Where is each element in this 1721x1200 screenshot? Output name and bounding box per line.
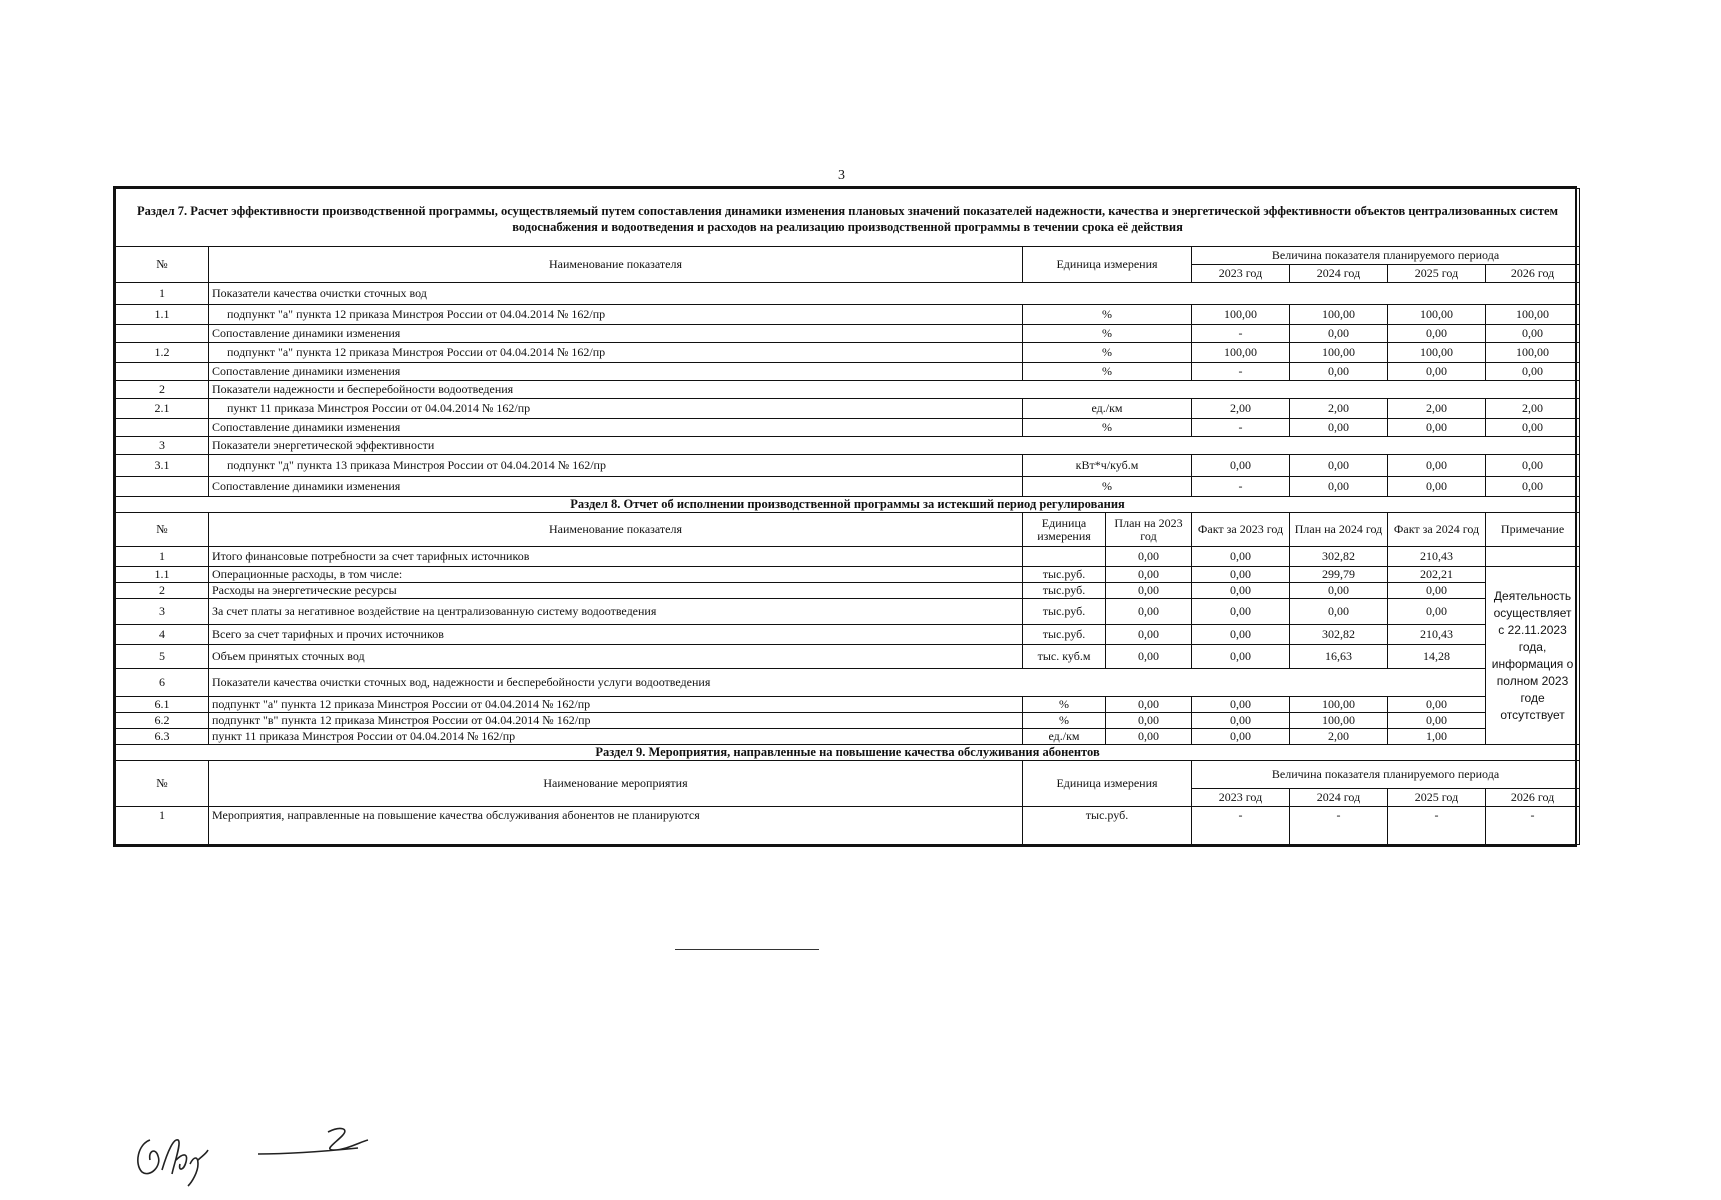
row-number: 2	[116, 381, 209, 399]
row-value: 0,00	[1388, 325, 1486, 343]
row-number: 1.2	[116, 343, 209, 363]
section-8-row	[116, 599, 1580, 625]
col-header-year: 2023 год	[1192, 265, 1290, 283]
section-8-row	[116, 567, 1580, 583]
col-header-no: №	[116, 247, 209, 283]
row-value: 210,43	[1388, 625, 1486, 645]
row-value: 0,00	[1192, 713, 1290, 729]
col-header-no: №	[116, 761, 209, 807]
row-number	[116, 419, 209, 437]
row-number: 2	[116, 583, 209, 599]
row-name: Сопоставление динамики изменения	[209, 325, 1023, 343]
row-name: пункт 11 приказа Минстроя России от 04.04.2014 № 162/пр	[209, 729, 1023, 745]
col-header-year: 2024 год	[1290, 789, 1388, 807]
row-value: -	[1192, 419, 1290, 437]
col-header-year: 2025 год	[1388, 265, 1486, 283]
section-8-row	[116, 645, 1580, 669]
row-value: 210,43	[1388, 547, 1486, 567]
report-frame	[113, 186, 1577, 847]
report-table	[115, 188, 1580, 845]
row-value: 0,00	[1106, 625, 1192, 645]
page-number: 3	[838, 168, 845, 183]
row-value: 0,00	[1106, 697, 1192, 713]
row-value: 2,00	[1192, 399, 1290, 419]
row-name: подпункт "а" пункта 12 приказа Минстроя России от 04.04.2014 № 162/пр	[209, 343, 1023, 363]
section-7-row	[116, 455, 1580, 477]
row-value: 0,00	[1388, 697, 1486, 713]
row-value: 299,79	[1290, 567, 1388, 583]
row-value: 0,00	[1106, 547, 1192, 567]
row-unit: %	[1023, 477, 1192, 497]
row-value: 0,00	[1106, 599, 1192, 625]
section-8-row	[116, 713, 1580, 729]
section-7-header-row	[116, 247, 1580, 265]
section-8-title-row	[116, 497, 1580, 513]
row-value: 0,00	[1290, 477, 1388, 497]
section-7-row	[116, 305, 1580, 325]
row-unit: ед./км	[1023, 399, 1192, 419]
row-value: 0,00	[1192, 547, 1290, 567]
row-value: 0,00	[1388, 455, 1486, 477]
row-value: 302,82	[1290, 625, 1388, 645]
row-number: 6.3	[116, 729, 209, 745]
row-name: Показатели качества очистки сточных вод, надежности и бесперебойности услуги водоотведения	[209, 669, 1486, 697]
row-name: Мероприятия, направленные на повышение качества обслуживания абонентов не планируются	[209, 807, 1023, 845]
section-7-row	[116, 477, 1580, 497]
row-unit: тыс.руб.	[1023, 625, 1106, 645]
row-value: 0,00	[1486, 419, 1580, 437]
col-header-plan-2024: План на 2024 год	[1290, 513, 1388, 547]
row-value: -	[1192, 807, 1290, 845]
note-empty-cell	[1486, 547, 1580, 567]
section-8-row	[116, 547, 1580, 567]
section-7-row	[116, 363, 1580, 381]
col-header-year: 2026 год	[1486, 789, 1580, 807]
section-7-row	[116, 343, 1580, 363]
bottom-rule	[675, 949, 819, 950]
row-value: 0,00	[1290, 599, 1388, 625]
section-9-header-row	[116, 761, 1580, 789]
row-value: 0,00	[1290, 325, 1388, 343]
row-name: подпункт "в" пункта 12 приказа Минстроя России от 04.04.2014 № 162/пр	[209, 713, 1023, 729]
row-value: 0,00	[1290, 363, 1388, 381]
section-8-row	[116, 583, 1580, 599]
section-8-row	[116, 697, 1580, 713]
row-value: 0,00	[1192, 625, 1290, 645]
row-value: 0,00	[1192, 645, 1290, 669]
row-unit	[1023, 547, 1106, 567]
row-value: 0,00	[1290, 455, 1388, 477]
row-number: 1	[116, 547, 209, 567]
row-value: 100,00	[1486, 305, 1580, 325]
col-header-plan-2023: План на 2023 год	[1106, 513, 1192, 547]
section-8-title: Раздел 8. Отчет об исполнении производственной программы за истекший период регулирования	[116, 497, 1580, 513]
row-value: 100,00	[1290, 697, 1388, 713]
row-name: Сопоставление динамики изменения	[209, 419, 1023, 437]
row-value: 0,00	[1106, 645, 1192, 669]
row-unit: %	[1023, 713, 1106, 729]
row-value: 0,00	[1486, 363, 1580, 381]
row-value: 100,00	[1290, 713, 1388, 729]
col-header-note: Примечание	[1486, 513, 1580, 547]
row-name: Сопоставление динамики изменения	[209, 363, 1023, 381]
row-number	[116, 477, 209, 497]
row-unit: тыс. куб.м	[1023, 645, 1106, 669]
row-value: 0,00	[1486, 325, 1580, 343]
row-number: 6.2	[116, 713, 209, 729]
row-number: 5	[116, 645, 209, 669]
row-value: 14,28	[1388, 645, 1486, 669]
row-name: подпункт "д" пункта 13 приказа Минстроя России от 04.04.2014 № 162/пр	[209, 455, 1023, 477]
row-name: Расходы на энергетические ресурсы	[209, 583, 1023, 599]
row-value: 16,63	[1290, 645, 1388, 669]
row-value: -	[1192, 325, 1290, 343]
col-header-fact-2023: Факт за 2023 год	[1192, 513, 1290, 547]
row-value: 0,00	[1192, 697, 1290, 713]
row-value: 0,00	[1192, 729, 1290, 745]
row-value: -	[1388, 807, 1486, 845]
col-header-year: 2026 год	[1486, 265, 1580, 283]
row-number: 4	[116, 625, 209, 645]
row-number: 6	[116, 669, 209, 697]
note-cell: Деятельность осуществляет с 22.11.2023 года, информация о полном 2023 годе отсутствует	[1486, 567, 1580, 745]
row-value: 0,00	[1388, 419, 1486, 437]
row-value: 100,00	[1192, 343, 1290, 363]
col-header-year: 2024 год	[1290, 265, 1388, 283]
row-name: Всего за счет тарифных и прочих источников	[209, 625, 1023, 645]
section-7-row	[116, 437, 1580, 455]
row-number: 1	[116, 283, 209, 305]
section-8-row	[116, 729, 1580, 745]
section-8-row	[116, 625, 1580, 645]
row-value: 100,00	[1486, 343, 1580, 363]
col-header-unit: Единица измерения	[1023, 761, 1192, 807]
col-header-unit: Единица измерения	[1023, 247, 1192, 283]
section-7-row	[116, 283, 1580, 305]
row-value: 100,00	[1388, 305, 1486, 325]
row-unit: тыс.руб.	[1023, 807, 1192, 845]
row-value: 2,00	[1388, 399, 1486, 419]
row-value: 0,00	[1192, 567, 1290, 583]
row-unit: тыс.руб.	[1023, 567, 1106, 583]
row-name: подпункт "а" пункта 12 приказа Минстроя России от 04.04.2014 № 162/пр	[209, 697, 1023, 713]
col-header-period: Величина показателя планируемого периода	[1192, 247, 1580, 265]
section-9-row	[116, 807, 1580, 845]
row-value: 202,21	[1388, 567, 1486, 583]
col-header-no: №	[116, 513, 209, 547]
row-value: 0,00	[1388, 599, 1486, 625]
row-value: -	[1486, 807, 1580, 845]
row-unit: тыс.руб.	[1023, 599, 1106, 625]
row-number	[116, 363, 209, 381]
row-name: За счет платы за негативное воздействие на централизованную систему водоотведения	[209, 599, 1023, 625]
row-value: 2,00	[1486, 399, 1580, 419]
section-7-title: Раздел 7. Расчет эффективности производственной программы, осуществляемый путем сопоставления динамики изменения плановых значений показателей надежности, качества и энергетической эффективности объектов централизованных систем водоснабжения и водоотведения и расходов на реализацию производственной программы в течении срока её действия	[116, 189, 1580, 247]
row-number: 6.1	[116, 697, 209, 713]
row-value: 0,00	[1192, 599, 1290, 625]
row-number: 3.1	[116, 455, 209, 477]
row-number: 1.1	[116, 567, 209, 583]
row-value: -	[1290, 807, 1388, 845]
row-value: 0,00	[1486, 455, 1580, 477]
row-unit: %	[1023, 305, 1192, 325]
row-unit: кВт*ч/куб.м	[1023, 455, 1192, 477]
row-name: Операционные расходы, в том числе:	[209, 567, 1023, 583]
row-name: Сопоставление динамики изменения	[209, 477, 1023, 497]
row-value: 1,00	[1388, 729, 1486, 745]
row-value: 0,00	[1290, 419, 1388, 437]
handwritten-signature	[128, 1120, 388, 1190]
row-value: 0,00	[1388, 583, 1486, 599]
row-name: подпункт "а" пункта 12 приказа Минстроя России от 04.04.2014 № 162/пр	[209, 305, 1023, 325]
row-unit: ед./км	[1023, 729, 1106, 745]
row-value: 302,82	[1290, 547, 1388, 567]
row-value: 0,00	[1388, 363, 1486, 381]
row-value: 100,00	[1290, 343, 1388, 363]
section-7-row	[116, 419, 1580, 437]
row-value: -	[1192, 363, 1290, 381]
row-number: 1.1	[116, 305, 209, 325]
row-unit: %	[1023, 697, 1106, 713]
row-value: 0,00	[1192, 583, 1290, 599]
col-header-period: Величина показателя планируемого периода	[1192, 761, 1580, 789]
row-unit: тыс.руб.	[1023, 583, 1106, 599]
row-value: 2,00	[1290, 729, 1388, 745]
section-7-row	[116, 325, 1580, 343]
row-value: 0,00	[1106, 729, 1192, 745]
row-unit: %	[1023, 343, 1192, 363]
col-header-year: 2023 год	[1192, 789, 1290, 807]
row-number: 1	[116, 807, 209, 845]
row-value: 0,00	[1106, 713, 1192, 729]
section-9-title: Раздел 9. Мероприятия, направленные на повышение качества обслуживания абонентов	[116, 745, 1580, 761]
row-value: 100,00	[1388, 343, 1486, 363]
row-value: 0,00	[1192, 455, 1290, 477]
col-header-name: Наименование показателя	[209, 513, 1023, 547]
col-header-fact-2024: Факт за 2024 год	[1388, 513, 1486, 547]
row-number: 2.1	[116, 399, 209, 419]
col-header-unit: Единица измерения	[1023, 513, 1106, 547]
section-7-row	[116, 381, 1580, 399]
row-value: 100,00	[1192, 305, 1290, 325]
row-name: пункт 11 приказа Минстроя России от 04.04.2014 № 162/пр	[209, 399, 1023, 419]
row-number: 3	[116, 599, 209, 625]
row-unit: %	[1023, 419, 1192, 437]
section-7-row	[116, 399, 1580, 419]
row-unit: %	[1023, 363, 1192, 381]
row-value: 0,00	[1106, 583, 1192, 599]
row-number: 3	[116, 437, 209, 455]
row-name: Показатели энергетической эффективности	[209, 437, 1580, 455]
row-value: -	[1192, 477, 1290, 497]
row-number	[116, 325, 209, 343]
row-unit: %	[1023, 325, 1192, 343]
col-header-name: Наименование мероприятия	[209, 761, 1023, 807]
row-name: Показатели надежности и бесперебойности водоотведения	[209, 381, 1580, 399]
section-8-row	[116, 669, 1580, 697]
row-value: 2,00	[1290, 399, 1388, 419]
row-name: Итого финансовые потребности за счет тарифных источников	[209, 547, 1023, 567]
row-name: Показатели качества очистки сточных вод	[209, 283, 1580, 305]
col-header-year: 2025 год	[1388, 789, 1486, 807]
row-value: 0,00	[1486, 477, 1580, 497]
col-header-name: Наименование показателя	[209, 247, 1023, 283]
row-name: Объем принятых сточных вод	[209, 645, 1023, 669]
section-8-header-row	[116, 513, 1580, 547]
row-value: 100,00	[1290, 305, 1388, 325]
row-value: 0,00	[1106, 567, 1192, 583]
section-9-title-row	[116, 745, 1580, 761]
row-value: 0,00	[1388, 713, 1486, 729]
row-value: 0,00	[1388, 477, 1486, 497]
row-value: 0,00	[1290, 583, 1388, 599]
